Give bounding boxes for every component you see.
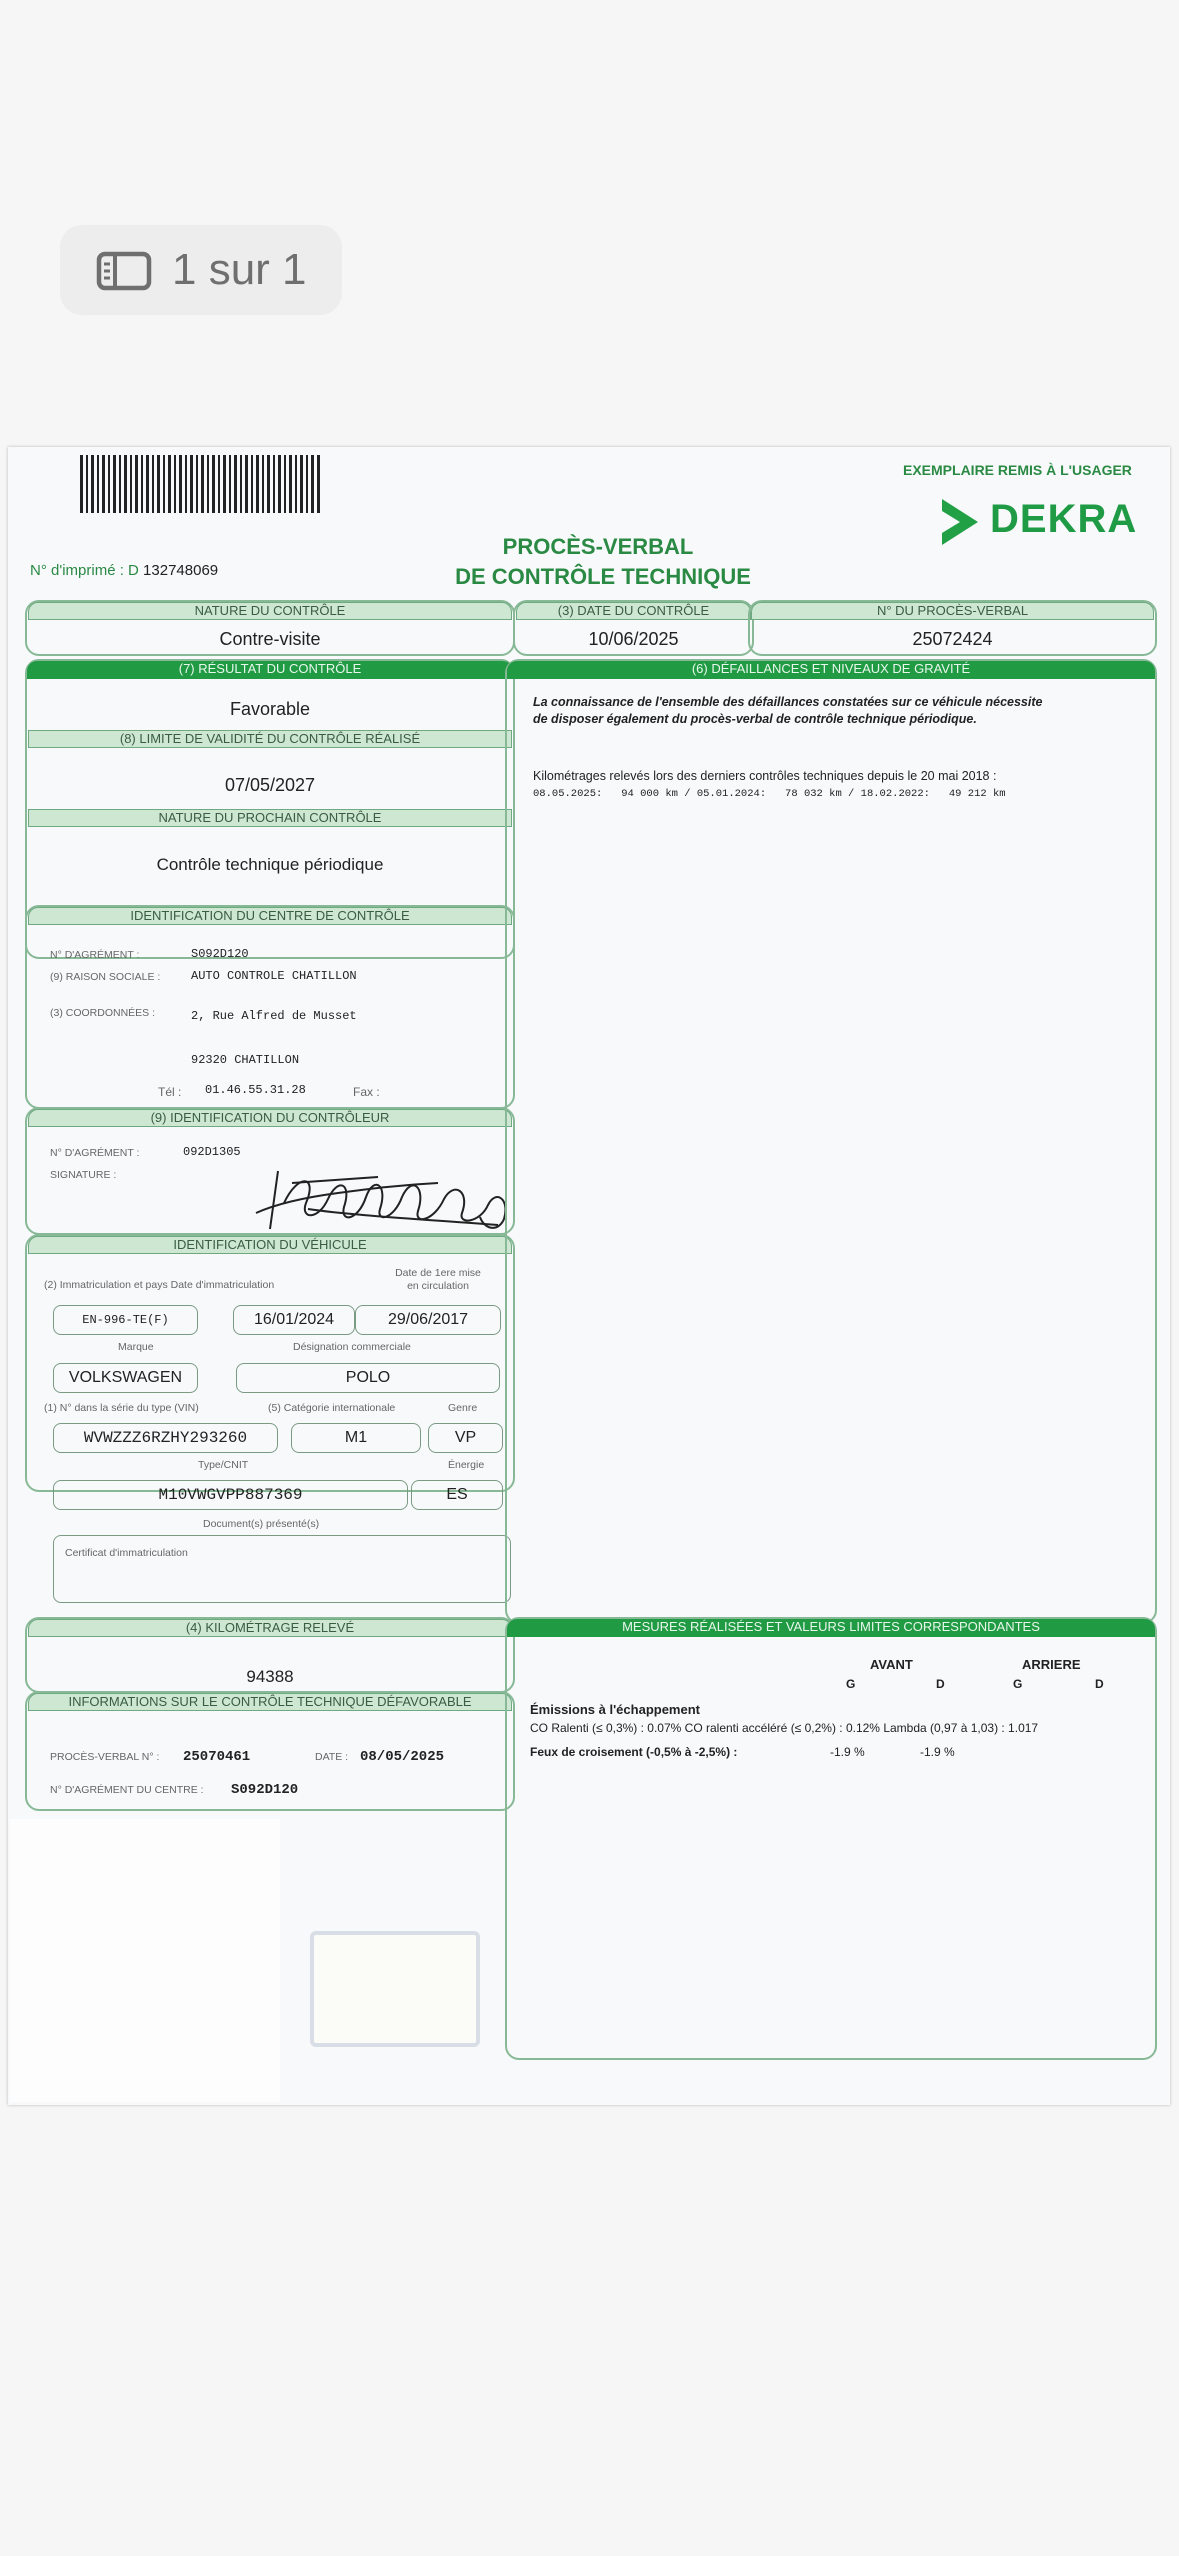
type-value: M10VWGVPP887369 [53, 1480, 408, 1510]
coord-line-1: 2, Rue Alfred de Musset [191, 1009, 357, 1023]
limite-header: (8) LIMITE DE VALIDITÉ DU CONTRÔLE RÉALISÉ [28, 730, 512, 748]
defav-agrement-value: S092D120 [231, 1782, 299, 1798]
documents-value: Certificat d'immatriculation [65, 1547, 188, 1559]
vin-label: (1) N° dans la série du type (VIN) [44, 1402, 199, 1414]
barcode [80, 455, 324, 515]
type-label: Type/CNIT [198, 1459, 249, 1471]
agrement-label: N° D'AGRÉMENT : [50, 949, 140, 961]
vehicule-header: IDENTIFICATION DU VÉHICULE [28, 1236, 512, 1254]
signature-image [248, 1163, 518, 1235]
premiere-value: 29/06/2017 [355, 1305, 501, 1335]
defav-date-value: 08/05/2025 [360, 1749, 445, 1765]
page-indicator[interactable] [60, 225, 342, 315]
date-header: (3) DATE DU CONTRÔLE [516, 602, 751, 620]
designation-label: Désignation commerciale [293, 1341, 411, 1353]
stamp-frame [310, 1931, 480, 2047]
prochain-header: NATURE DU PROCHAIN CONTRÔLE [28, 809, 512, 827]
signature-label: SIGNATURE : [50, 1169, 117, 1181]
vin-value: WVWZZZ6RZHY293260 [53, 1423, 278, 1453]
emissions-line: CO Ralenti (≤ 0,3%) : 0.07% CO ralenti accéléré (≤ 0,2%) : 0.12% Lambda (0,97 à 1,03) : 1.017 [530, 1721, 1039, 1735]
tel-label: Tél : [158, 1085, 182, 1099]
categorie-label: (5) Catégorie internationale [268, 1402, 396, 1414]
exemplaire-label: EXEMPLAIRE REMIS À L'USAGER [903, 462, 1132, 478]
mesures-box [505, 1617, 1157, 2060]
immat-label: (2) Immatriculation et pays Date d'immatriculation [44, 1279, 275, 1291]
title-line-1: PROCÈS-VERBAL [502, 534, 694, 559]
arriere-label: ARRIERE [1022, 1657, 1081, 1672]
date-immat-value: 16/01/2024 [233, 1305, 355, 1335]
km-releves-line: 08.05.2025: 94 000 km / 05.01.2024: 78 032 km / 18.02.2022: 49 212 km [533, 788, 1006, 800]
feux-g-value: -1.9 % [830, 1745, 865, 1759]
feux-d-value: -1.9 % [920, 1745, 955, 1759]
nature-value: Contre-visite [219, 629, 321, 649]
documents-label: Document(s) présenté(s) [203, 1518, 320, 1530]
coord-label: (3) COORDONNÉES : [50, 1007, 156, 1019]
ctrl-agrement-value: 092D1305 [183, 1145, 241, 1159]
energie-label: Énergie [448, 1459, 485, 1471]
dekra-brand: DEKRA [990, 497, 1138, 541]
imprime-label: N° d'imprimé : D [30, 562, 139, 579]
defaillances-note-1: La connaissance de l'ensemble des défaillances constatées sur ce véhicule nécessite [533, 695, 1043, 709]
limite-value: 07/05/2027 [224, 775, 316, 795]
title-line-2: DE CONTRÔLE TECHNIQUE [455, 564, 751, 589]
marque-value: VOLKSWAGEN [53, 1363, 198, 1393]
defav-agrement-label: N° D'AGRÉMENT DU CENTRE : [50, 1784, 204, 1796]
avant-label: AVANT [870, 1657, 913, 1672]
avant-g-label: G [846, 1677, 856, 1691]
immat-value: EN-996-TE(F) [53, 1305, 198, 1335]
marque-label: Marque [118, 1341, 154, 1353]
nature-header: NATURE DU CONTRÔLE [28, 602, 512, 620]
categorie-value: M1 [291, 1423, 421, 1453]
imprime-number-row [30, 562, 218, 579]
date-value: 10/06/2025 [588, 629, 679, 649]
defaillances-box [505, 659, 1157, 1624]
km-value: 94388 [246, 1667, 294, 1686]
agrement-value: S092D120 [191, 947, 249, 961]
defav-pv-value: 25070461 [183, 1749, 251, 1765]
arriere-g-label: G [1013, 1677, 1023, 1691]
dekra-logo-icon [938, 495, 982, 549]
resultat-header: (7) RÉSULTAT DU CONTRÔLE [27, 661, 513, 679]
ctrl-agrement-label: N° D'AGRÉMENT : [50, 1147, 140, 1159]
tel-value: 01.46.55.31.28 [205, 1083, 306, 1097]
raison-value: AUTO CONTROLE CHATILLON [191, 969, 357, 983]
km-releves-title: Kilométrages relevés lors des derniers contrôles techniques depuis le 20 mai 2018 : [533, 769, 997, 783]
pv-value: 25072424 [912, 629, 993, 649]
page-indicator-label: 1 sur 1 [172, 245, 307, 294]
premiere-label-2: en circulation [407, 1280, 469, 1292]
km-header: (4) KILOMÉTRAGE RELEVÉ [28, 1619, 512, 1637]
page-icon [96, 251, 152, 291]
designation-value: POLO [236, 1363, 500, 1393]
premiere-label-1: Date de 1ere mise [395, 1267, 481, 1279]
resultat-value: Favorable [229, 699, 311, 719]
prochain-value: Contrôle technique périodique [156, 855, 384, 874]
defav-header: INFORMATIONS SUR LE CONTRÔLE TECHNIQUE DÉFAVORABLE [28, 1693, 512, 1711]
feux-label: Feux de croisement (-0,5% à -2,5%) : [530, 1745, 738, 1759]
genre-value: VP [428, 1423, 503, 1453]
defav-pv-label: PROCÈS-VERBAL N° : [50, 1751, 160, 1763]
defaillances-header: (6) DÉFAILLANCES ET NIVEAUX DE GRAVITÉ [507, 661, 1155, 679]
centre-header: IDENTIFICATION DU CENTRE DE CONTRÔLE [28, 907, 512, 925]
genre-label: Genre [448, 1402, 478, 1414]
coord-line-2: 92320 CHATILLON [191, 1053, 300, 1067]
arriere-d-label: D [1095, 1677, 1104, 1691]
avant-d-label: D [936, 1677, 945, 1691]
defav-date-label: DATE : [315, 1751, 349, 1763]
energie-value: ES [411, 1480, 503, 1510]
emissions-title: Émissions à l'échappement [530, 1702, 700, 1717]
fax-label: Fax : [353, 1085, 380, 1099]
controleur-header: (9) IDENTIFICATION DU CONTRÔLEUR [28, 1109, 512, 1127]
mesures-header: MESURES RÉALISÉES ET VALEURS LIMITES CORRESPONDANTES [507, 1619, 1155, 1637]
defaillances-note-2: de disposer également du procès-verbal de contrôle technique périodique. [533, 712, 977, 726]
raison-label: (9) RAISON SOCIALE : [50, 971, 161, 983]
documents-box [53, 1535, 511, 1603]
pv-header: N° DU PROCÈS-VERBAL [751, 602, 1154, 620]
redacted-area [10, 1819, 280, 2102]
document-page [8, 447, 1170, 2105]
imprime-number: 132748069 [143, 562, 219, 579]
